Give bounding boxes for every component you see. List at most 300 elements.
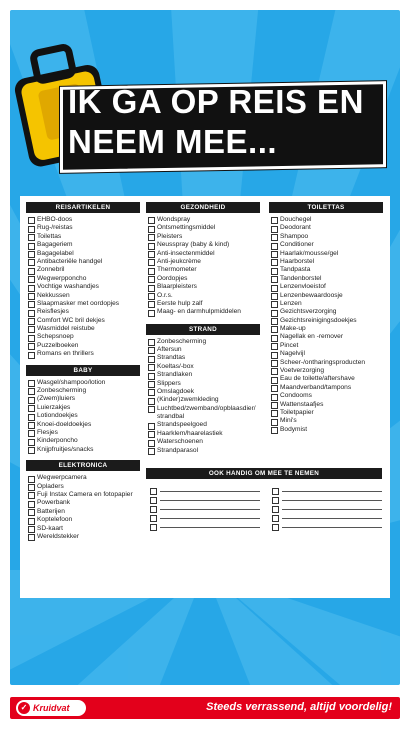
- checkbox[interactable]: [150, 506, 157, 513]
- checklist-item-label: Blaarpleisters: [157, 283, 197, 291]
- checklist-item-label: Kinderponcho: [37, 437, 78, 445]
- checklist-item-label: Lenzenvloeistof: [280, 283, 326, 291]
- column-left: [26, 202, 140, 545]
- checklist-item[interactable]: [28, 283, 140, 291]
- checklist-item-label: Haarklem/haarelastiek: [157, 429, 223, 437]
- checkbox[interactable]: [28, 310, 35, 317]
- checklist-item-label: Conditioner: [280, 241, 314, 249]
- checklist-item[interactable]: [148, 216, 260, 224]
- checklist-item[interactable]: [28, 216, 140, 224]
- footer-bar: [10, 697, 400, 719]
- checklist-item[interactable]: [28, 395, 140, 403]
- checkbox[interactable]: [150, 515, 157, 522]
- checklist-item[interactable]: [28, 258, 140, 266]
- checkbox[interactable]: [271, 352, 278, 359]
- checkbox[interactable]: [28, 318, 35, 325]
- checkbox[interactable]: [28, 276, 35, 283]
- checkbox[interactable]: [148, 217, 155, 224]
- checklist-item[interactable]: [148, 300, 260, 308]
- checkbox[interactable]: [28, 335, 35, 342]
- checkbox[interactable]: [148, 259, 155, 266]
- list-baby: [26, 376, 140, 459]
- checklist-item-label: Tandenborstel: [280, 274, 322, 282]
- checklist-item[interactable]: [28, 421, 140, 429]
- section-header-reisartikelen: REISARTIKELEN: [26, 202, 140, 213]
- checkbox[interactable]: [28, 301, 35, 308]
- checkbox[interactable]: [271, 377, 278, 384]
- checklist-item[interactable]: [28, 342, 140, 350]
- checkbox[interactable]: [271, 326, 278, 333]
- checkbox[interactable]: [148, 285, 155, 292]
- page-title: [68, 82, 388, 162]
- checkbox[interactable]: [148, 276, 155, 283]
- checkbox[interactable]: [272, 488, 279, 495]
- checklist-item-label: Rug-/reistas: [37, 224, 73, 232]
- checklist-item-label: Aftersun: [157, 346, 182, 354]
- checklist-item[interactable]: [28, 508, 140, 516]
- checklist-item[interactable]: [28, 437, 140, 445]
- checklist-item[interactable]: [28, 483, 140, 491]
- checklist-item[interactable]: [271, 375, 383, 383]
- checklist-item[interactable]: [28, 404, 140, 412]
- checkbox[interactable]: [271, 368, 278, 375]
- checklist-item-label: Thermometer: [157, 266, 197, 274]
- blank-line-row[interactable]: [150, 515, 260, 522]
- write-line[interactable]: [160, 518, 260, 519]
- checklist-item-label: SD-kaart: [37, 524, 64, 532]
- checklist-item-label: Schepsnoep: [37, 333, 74, 341]
- checklist-item[interactable]: [271, 283, 383, 291]
- checklist-item[interactable]: [271, 359, 383, 367]
- checklist-item[interactable]: [271, 325, 383, 333]
- checkbox[interactable]: [272, 515, 279, 522]
- checklist-item-label: Haarborstel: [280, 257, 315, 265]
- checklist-item-label: Gezichtsverzorging: [280, 308, 337, 316]
- checklist-item-label: Knijpfruitjes/snacks: [37, 445, 94, 453]
- checklist-item-label: Condooms: [280, 392, 312, 400]
- kruidvat-logo-icon: ✓: [18, 702, 30, 714]
- checklist-item[interactable]: [28, 491, 140, 499]
- checklist-item-label: Pincet: [280, 341, 299, 349]
- checklist-item-label: Nagelvijl: [280, 350, 305, 358]
- checkbox[interactable]: [271, 343, 278, 350]
- blank-line-row[interactable]: [272, 488, 382, 495]
- checkbox[interactable]: [28, 326, 35, 333]
- checklist-item[interactable]: [28, 412, 140, 420]
- checkbox[interactable]: [28, 518, 35, 525]
- blank-line-row[interactable]: [272, 515, 382, 522]
- checkbox[interactable]: [148, 440, 155, 447]
- checklist-item[interactable]: [148, 224, 260, 232]
- checklist-item[interactable]: [28, 474, 140, 482]
- checklist-item-label: Slippers: [157, 379, 181, 387]
- checkbox[interactable]: [28, 268, 35, 275]
- list-toilettas: [269, 213, 383, 438]
- write-line[interactable]: [282, 491, 382, 492]
- checklist-item-label: Lenzenbewaardoosje: [280, 291, 343, 299]
- checkbox[interactable]: [28, 234, 35, 241]
- checkbox[interactable]: [148, 293, 155, 300]
- checklist-item[interactable]: [148, 363, 260, 371]
- checkbox[interactable]: [28, 285, 35, 292]
- checklist-item-label: Wasgel/shampoo/lotion: [37, 378, 106, 386]
- checklist-item-label: Fuji Instax Camera en fotopapier: [37, 490, 133, 498]
- checklist-item-label: Wegwerpponcho: [37, 274, 87, 282]
- checkbox[interactable]: [271, 259, 278, 266]
- checklist-item-label: Waterschoenen: [157, 438, 203, 446]
- blank-line-row[interactable]: [150, 497, 260, 504]
- checkbox[interactable]: [148, 243, 155, 250]
- write-line[interactable]: [282, 518, 382, 519]
- checklist-item-label: Ontsmettingsmiddel: [157, 224, 216, 232]
- checklist-item-label: Zonbescherming: [157, 337, 207, 345]
- checkbox[interactable]: [148, 251, 155, 258]
- checkbox[interactable]: [271, 251, 278, 258]
- checklist-item[interactable]: [28, 333, 140, 341]
- title-line-1: IK GA OP REIS EN: [68, 83, 364, 120]
- checklist-item[interactable]: [148, 283, 260, 291]
- checklist-item-label: Comfort WC bril dekjes: [37, 316, 105, 324]
- checkbox[interactable]: [28, 439, 35, 446]
- checklist-item-label: Bagagelabel: [37, 249, 74, 257]
- checkbox[interactable]: [271, 268, 278, 275]
- checklist-item[interactable]: [271, 392, 383, 400]
- checkbox[interactable]: [28, 509, 35, 516]
- checkbox[interactable]: [148, 398, 155, 405]
- checkbox[interactable]: [148, 347, 155, 354]
- checklist-item[interactable]: [271, 308, 383, 316]
- checkbox[interactable]: [148, 310, 155, 317]
- checklist-item-label: Flesjes: [37, 428, 58, 436]
- checklist-item[interactable]: [148, 388, 260, 396]
- checkbox[interactable]: [28, 526, 35, 533]
- slogan: Steeds verrassend, altijd voordelig!: [206, 701, 392, 713]
- checklist-item-label: Zonbescherming: [37, 387, 87, 395]
- checkbox[interactable]: [28, 380, 35, 387]
- checkbox[interactable]: [271, 226, 278, 233]
- checklist-item[interactable]: [28, 533, 140, 541]
- write-line[interactable]: [160, 491, 260, 492]
- checklist-item[interactable]: [28, 446, 140, 454]
- checklist-item[interactable]: [28, 275, 140, 283]
- checklist-item[interactable]: [28, 250, 140, 258]
- checklist-item-label: Koptelefoon: [37, 516, 73, 524]
- checkbox[interactable]: [148, 339, 155, 346]
- checklist-item-label: Anti-insectenmiddel: [157, 249, 215, 257]
- checklist-item[interactable]: [28, 429, 140, 437]
- checklist-item[interactable]: [148, 380, 260, 388]
- checklist-item-label: Bodymist: [280, 425, 308, 433]
- checklist-item[interactable]: [28, 499, 140, 507]
- checklist-item[interactable]: [271, 233, 383, 241]
- checklist-item-label: Powerbank: [37, 499, 70, 507]
- checklist-item[interactable]: [271, 401, 383, 409]
- checkbox[interactable]: [148, 381, 155, 388]
- checklist-item[interactable]: [28, 266, 140, 274]
- checklist-item-label: (Kinder)zwemkleding: [157, 396, 219, 404]
- checkbox[interactable]: [150, 524, 157, 531]
- checklist-item[interactable]: [28, 387, 140, 395]
- write-line[interactable]: [160, 500, 260, 501]
- checklist-item-label: Batterijen: [37, 507, 65, 515]
- section-header-strand: STRAND: [146, 324, 260, 335]
- blank-line-row[interactable]: [150, 488, 260, 495]
- checklist-item-label: Strandlaken: [157, 371, 193, 379]
- checkbox[interactable]: [271, 293, 278, 300]
- checklist-item-label: Shampoo: [280, 232, 309, 240]
- checklist-item-label: Wattenstaafjes: [280, 400, 324, 408]
- checklist-item-label: Koeltas/-box: [157, 362, 194, 370]
- checkbox[interactable]: [28, 343, 35, 350]
- checklist-item[interactable]: [148, 447, 260, 455]
- checkbox[interactable]: [150, 497, 157, 504]
- checklist-item[interactable]: [28, 317, 140, 325]
- checklist-item[interactable]: [148, 258, 260, 266]
- checklist-item-label: Scheer-/ontharingsproducten: [280, 358, 366, 366]
- checklist-item[interactable]: [148, 438, 260, 446]
- checkbox[interactable]: [271, 410, 278, 417]
- checklist-item[interactable]: [148, 421, 260, 429]
- column-right: [269, 202, 383, 438]
- write-line[interactable]: [282, 509, 382, 510]
- checkbox[interactable]: [148, 356, 155, 363]
- checklist-item-label: Opladers: [37, 482, 64, 490]
- checkbox[interactable]: [271, 285, 278, 292]
- checkbox[interactable]: [148, 234, 155, 241]
- checkbox[interactable]: [271, 234, 278, 241]
- checklist-item[interactable]: [148, 405, 260, 422]
- checkbox[interactable]: [28, 476, 35, 483]
- checkbox[interactable]: [28, 243, 35, 250]
- checkbox[interactable]: [148, 226, 155, 233]
- blank-line-row[interactable]: [272, 524, 382, 531]
- blank-line-row[interactable]: [272, 506, 382, 513]
- section-header-elektronica: ELEKTRONICA: [26, 460, 140, 471]
- checklist-item-label: Nagellak en -remover: [280, 333, 344, 341]
- checklist-item-label: Luierzakjes: [37, 403, 71, 411]
- checklist-item[interactable]: [28, 350, 140, 358]
- checklist-item[interactable]: [148, 275, 260, 283]
- brand-name: Kruidvat: [33, 703, 70, 713]
- checkbox[interactable]: [28, 447, 35, 454]
- checklist-item-label: Lenzen: [280, 299, 302, 307]
- checkbox[interactable]: [148, 301, 155, 308]
- checklist-item[interactable]: [28, 379, 140, 387]
- checklist-item-label: Tandpasta: [280, 266, 311, 274]
- checklist-item-label: Puzzelboeken: [37, 341, 79, 349]
- checklist-item[interactable]: [271, 350, 383, 358]
- checkbox[interactable]: [271, 360, 278, 367]
- section-header-baby: BABY: [26, 365, 140, 376]
- checklist-item[interactable]: [271, 417, 383, 425]
- checkbox[interactable]: [28, 501, 35, 508]
- checkbox[interactable]: [150, 488, 157, 495]
- checklist-item[interactable]: [271, 367, 383, 375]
- checkbox[interactable]: [28, 414, 35, 421]
- checklist-item[interactable]: [148, 266, 260, 274]
- checklist-item[interactable]: [271, 409, 383, 417]
- checkbox[interactable]: [271, 385, 278, 392]
- checkbox[interactable]: [28, 259, 35, 266]
- checkbox[interactable]: [148, 268, 155, 275]
- checklist-item-label: Pleisters: [157, 232, 183, 240]
- checklist-item-label: Voetverzorging: [280, 367, 324, 375]
- checkbox[interactable]: [28, 251, 35, 258]
- kruidvat-logo[interactable]: [16, 700, 86, 716]
- checkbox[interactable]: [271, 318, 278, 325]
- checkbox[interactable]: [271, 419, 278, 426]
- checkbox[interactable]: [271, 310, 278, 317]
- checklist-item[interactable]: [148, 371, 260, 379]
- checklist-item[interactable]: [28, 292, 140, 300]
- checklist-item[interactable]: [271, 342, 383, 350]
- checklist-item-label: Maandverband/tampons: [280, 383, 352, 391]
- checklist-item-label: Strandtas: [157, 354, 186, 362]
- checklist-item-label: Slaapmasker met oordopjes: [37, 299, 120, 307]
- checklist-item[interactable]: [28, 224, 140, 232]
- checklist-item[interactable]: [271, 384, 383, 392]
- checklist-item[interactable]: [28, 516, 140, 524]
- checkbox[interactable]: [28, 217, 35, 224]
- checklist-item-label: Mini's: [280, 417, 297, 425]
- checklist-item-label: Nekkussen: [37, 291, 70, 299]
- checkbox[interactable]: [271, 402, 278, 409]
- checklist-item-label: Oordopjes: [157, 274, 188, 282]
- checkbox[interactable]: [28, 352, 35, 359]
- checklist-item[interactable]: [28, 300, 140, 308]
- checklist-item-label: Neusspray (baby & kind): [157, 241, 230, 249]
- checklist-item-label: Toiletpapier: [280, 408, 314, 416]
- checklist-item-label: Anti-jeukcrème: [157, 257, 201, 265]
- checkbox[interactable]: [272, 524, 279, 531]
- checkbox[interactable]: [271, 217, 278, 224]
- checkbox[interactable]: [272, 497, 279, 504]
- checkbox[interactable]: [271, 276, 278, 283]
- section-header-toilettas: TOILETTAS: [269, 202, 383, 213]
- checklist-item[interactable]: [28, 525, 140, 533]
- checklist-item-label: Zonnebril: [37, 266, 65, 274]
- checklist-item[interactable]: [271, 317, 383, 325]
- checklist-item-label: Gezichtsreinigingsdoekjes: [280, 316, 357, 324]
- checklist-item-label: Omslagdoek: [157, 388, 195, 396]
- checkbox[interactable]: [148, 389, 155, 396]
- checklist-item-label: O.r.s.: [157, 291, 173, 299]
- checklist-item-label: Romans en thrillers: [37, 350, 94, 358]
- checklist-item-label: Maag- en darmhulpmiddelen: [157, 308, 241, 316]
- checklist-item-label: (Zwem)luiers: [37, 395, 76, 403]
- checkbox[interactable]: [28, 226, 35, 233]
- checklist-item-label: Antibacteriële handgel: [37, 257, 103, 265]
- checkbox[interactable]: [28, 492, 35, 499]
- checklist-item-label: Wasmiddel reistube: [37, 325, 95, 333]
- checklist-item[interactable]: [271, 266, 383, 274]
- checklist-item-label: Bagageriem: [37, 241, 73, 249]
- checklist-item[interactable]: [271, 258, 383, 266]
- list-elektronica: [26, 471, 140, 545]
- checkbox[interactable]: [148, 364, 155, 371]
- checkbox[interactable]: [28, 293, 35, 300]
- checkbox[interactable]: [28, 388, 35, 395]
- checkbox[interactable]: [271, 427, 278, 434]
- checklist-item-label: Lotiondoekjes: [37, 412, 78, 420]
- checkbox[interactable]: [148, 448, 155, 455]
- checkbox[interactable]: [148, 373, 155, 380]
- list-gezondheid: [146, 213, 260, 321]
- checklist-item[interactable]: [271, 300, 383, 308]
- checklist-item[interactable]: [271, 333, 383, 341]
- checklist-item-label: Luchtbed/zwemband/opblaasdier/ strandbal: [157, 404, 256, 421]
- checklist-item-label: Toilettas: [37, 232, 62, 240]
- checkbox[interactable]: [28, 397, 35, 404]
- list-reisartikelen: [26, 213, 140, 363]
- checkbox[interactable]: [271, 301, 278, 308]
- checklist-item-label: Make-up: [280, 325, 306, 333]
- checkbox[interactable]: [271, 394, 278, 401]
- checkbox[interactable]: [148, 406, 155, 413]
- checklist-item-label: Knoei-doeldoekjes: [37, 420, 92, 428]
- write-line[interactable]: [160, 509, 260, 510]
- checklist-item[interactable]: [148, 354, 260, 362]
- checklist-item[interactable]: [271, 224, 383, 232]
- column-middle: [146, 202, 260, 459]
- write-line[interactable]: [282, 527, 382, 528]
- checkbox[interactable]: [148, 431, 155, 438]
- checklist-item-label: Reisflesjes: [37, 308, 69, 316]
- checklist-item[interactable]: [28, 308, 140, 316]
- checklist-item[interactable]: [148, 338, 260, 346]
- checkbox[interactable]: [271, 243, 278, 250]
- checkbox[interactable]: [272, 506, 279, 513]
- blank-line-row[interactable]: [150, 506, 260, 513]
- checklist-item[interactable]: [271, 426, 383, 434]
- checklist-item[interactable]: [148, 430, 260, 438]
- checklist-item[interactable]: [28, 233, 140, 241]
- blank-line-row[interactable]: [272, 497, 382, 504]
- checklist-item[interactable]: [148, 250, 260, 258]
- checklist-item[interactable]: [271, 292, 383, 300]
- checklist-item[interactable]: [148, 396, 260, 404]
- checkbox[interactable]: [148, 423, 155, 430]
- checkbox[interactable]: [28, 430, 35, 437]
- checklist-item[interactable]: [148, 292, 260, 300]
- checklist-item[interactable]: [271, 250, 383, 258]
- write-line[interactable]: [282, 500, 382, 501]
- checklist-item[interactable]: [148, 308, 260, 316]
- checklist-item[interactable]: [271, 241, 383, 249]
- checklist-item-label: Haarlak/mousse/gel: [280, 249, 339, 257]
- checkbox[interactable]: [28, 484, 35, 491]
- checklist-item[interactable]: [148, 241, 260, 249]
- checklist-item[interactable]: [271, 216, 383, 224]
- checklist-item[interactable]: [148, 233, 260, 241]
- checklist-item[interactable]: [28, 241, 140, 249]
- title-line-2: NEEM MEE...: [68, 123, 278, 160]
- checkbox[interactable]: [28, 534, 35, 541]
- checklist-item-label: Wereldstekker: [37, 532, 80, 540]
- checkbox[interactable]: [28, 422, 35, 429]
- checklist-item[interactable]: [148, 346, 260, 354]
- checklist-item-label: Strandparasol: [157, 446, 199, 454]
- checklist-item-label: Eau de toilette/aftershave: [280, 375, 355, 383]
- checkbox[interactable]: [271, 335, 278, 342]
- checklist-item[interactable]: [28, 325, 140, 333]
- section-header-extra: OOK HANDIG OM MEE TE NEMEN: [146, 468, 382, 479]
- write-line[interactable]: [160, 527, 260, 528]
- blank-line-row[interactable]: [150, 524, 260, 531]
- checklist-item[interactable]: [271, 275, 383, 283]
- checkbox[interactable]: [28, 405, 35, 412]
- checklist-item-label: Wondspray: [157, 216, 191, 223]
